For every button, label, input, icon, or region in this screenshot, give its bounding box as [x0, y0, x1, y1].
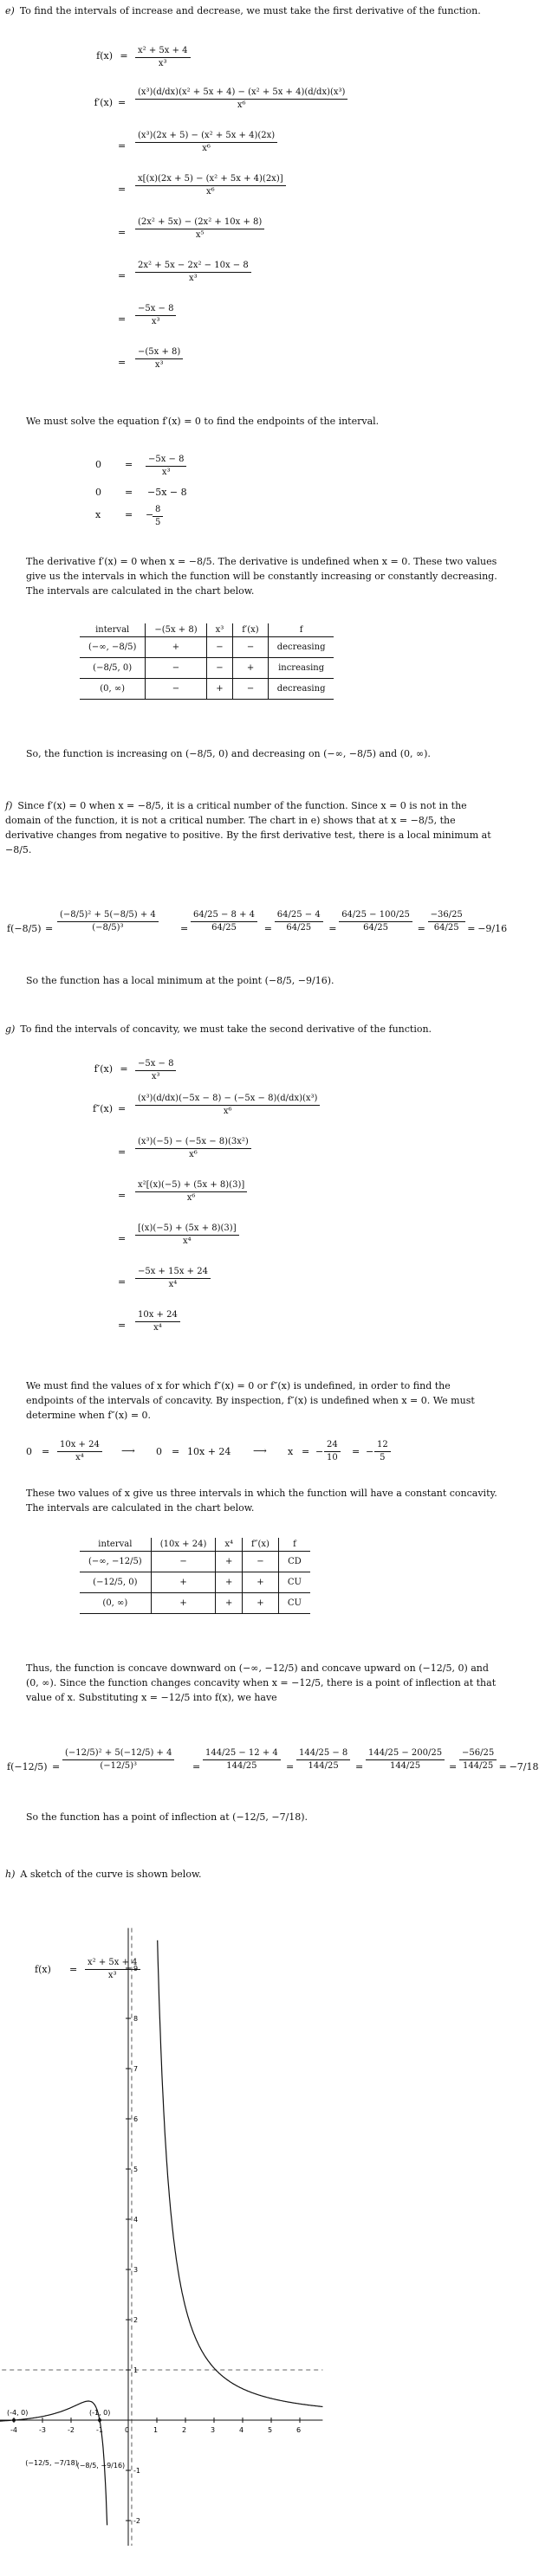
fraction-num: (2x² + 5x) − (2x² + 10x + 8): [135, 216, 264, 229]
fraction-den: x⁴: [153, 1323, 162, 1333]
eval-frac-0: [62, 1747, 174, 1772]
step-fraction: [135, 1136, 251, 1161]
fraction-den: 64/25: [286, 923, 312, 933]
eq-op: =: [118, 227, 127, 238]
point-dot: [98, 2418, 101, 2422]
fraction-den: 144/25: [308, 1761, 339, 1771]
eq-op: =: [120, 1063, 128, 1075]
point-label: (-1, 0): [89, 2409, 111, 2417]
function-sketch: [0, 1905, 507, 2572]
fraction-num: (−12/5)² + 5(−12/5) + 4: [62, 1747, 174, 1760]
fraction-num: −36/25: [428, 909, 465, 922]
part-g-conclusion: Thus, the function is concave downward on (−∞, −12/5) and concave upward on (−12/5, 0) and (0, ∞). Since the function changes concavity when x = −12/5, there is a point of inflection at that value of x. Substituting x = −12/5 into f(x), we have: [26, 1662, 497, 1703]
fraction-den: x⁶: [205, 187, 215, 197]
part-e-intro: [5, 3, 490, 18]
eq-op: =: [118, 270, 127, 281]
table-cell: increasing: [268, 658, 334, 679]
eval-fraction: [459, 1747, 497, 1772]
table-cell: +: [216, 1572, 243, 1593]
y-tick-label: 3: [133, 2266, 139, 2274]
table-cell: (0, ∞): [80, 679, 146, 700]
table-cell: +: [151, 1593, 216, 1614]
eq-op: =: [118, 1103, 127, 1114]
fraction-num: 12: [374, 1439, 391, 1452]
part-e-label: e): [5, 5, 15, 16]
step-fraction: [135, 1309, 180, 1334]
curve-right-branch: [158, 1940, 323, 2407]
step-fraction: [135, 260, 251, 285]
fraction-den: x³: [189, 274, 198, 283]
eval-fraction: [339, 909, 412, 934]
table-row: [80, 1593, 310, 1614]
eval-fraction: [296, 1747, 350, 1772]
part-h-text: [5, 1867, 490, 1882]
arrow-icon: ⟶: [253, 1445, 267, 1456]
fraction-num: −5x − 8: [135, 303, 176, 316]
table-cell: +: [216, 1593, 243, 1614]
point-label: (−8/5, −9/16): [76, 2462, 126, 2470]
x-tick-label: 4: [239, 2426, 244, 2434]
table-cell: (−∞, −8/5): [80, 637, 146, 658]
fraction-den: x³: [161, 468, 171, 477]
eq-op: =: [180, 923, 189, 934]
fraction-den: (−12/5)³: [100, 1761, 138, 1771]
table-cell: +: [243, 1593, 279, 1614]
y-tick-label: 7: [133, 2065, 139, 2073]
solve-text: We must solve the equation f′(x) = 0 to find the endpoints of the interval.: [26, 416, 380, 427]
eq-op: =: [118, 97, 127, 108]
chain-lin: 10x + 24: [187, 1446, 231, 1457]
table-cell: CD: [278, 1552, 310, 1572]
eq-op: =: [498, 1761, 507, 1772]
eq-lhs-fdoubleprime: f″(x): [93, 1103, 113, 1114]
eq-op: =: [352, 1446, 360, 1457]
table-row: [80, 1552, 310, 1572]
fraction-num: 10x + 24: [57, 1439, 102, 1452]
eq-op: =: [192, 1761, 201, 1772]
eq-op: =: [118, 140, 127, 152]
eq-op: =: [118, 1190, 127, 1201]
eval-result: −7/18: [509, 1761, 539, 1772]
fraction-den: x⁴: [75, 1453, 84, 1462]
table-row: [80, 1572, 310, 1593]
eq-op: =: [125, 509, 133, 520]
fraction-den: x³: [158, 59, 167, 68]
table-cell: −: [243, 1552, 279, 1572]
fraction-den: x⁶: [189, 1150, 198, 1159]
eq-op: =: [125, 459, 133, 470]
part-f-body: Since f′(x) = 0 when x = −8/5, it is a critical number of the function. Since x = 0 is not in the domain of the function, it is not a critical number. The chart in e) shows that at x = −8/5, the derivative changes from negative to positive. By the first derivative test, there is a local minimum at −8/5.: [5, 800, 491, 855]
step-fraction: [135, 1223, 239, 1248]
solve-rhs: −5x − 8: [147, 487, 187, 498]
table-cell: (0, ∞): [80, 1593, 151, 1614]
chain-frac-2: [324, 1439, 341, 1464]
x-tick-label: -4: [10, 2426, 17, 2434]
part-f-text: [5, 798, 495, 857]
part-g-intro-text: To find the intervals of concavity, we must take the second derivative of the function.: [20, 1023, 432, 1035]
eq-op: =: [118, 1233, 127, 1244]
step-fraction: [135, 173, 286, 198]
table-cell: −: [146, 679, 206, 700]
eq-op: =: [118, 1146, 127, 1158]
eval-fraction: [428, 909, 465, 934]
table-cell: −: [233, 637, 268, 658]
chain-frac-3: [374, 1439, 391, 1464]
table-cell: (−12/5, 0): [80, 1572, 151, 1593]
fraction-num: x[(x)(2x + 5) − (x² + 5x + 4)(2x)]: [135, 173, 286, 186]
y-tick-label: 4: [133, 2216, 139, 2224]
x-tick-label: 5: [268, 2426, 273, 2434]
x-tick-label: 6: [296, 2426, 302, 2434]
step-fraction: [135, 216, 264, 242]
x-tick-label: 0: [125, 2426, 130, 2434]
chain-x: x: [288, 1446, 294, 1457]
part-g-intro: [5, 1022, 495, 1036]
fraction-den: x⁶: [237, 100, 246, 110]
step-fraction: [135, 346, 183, 371]
table-cell: decreasing: [268, 679, 334, 700]
table-header: f′(x): [233, 623, 268, 637]
fraction-den: x³: [151, 317, 160, 326]
fraction-den: 5: [155, 518, 161, 527]
part-e-conclusion: So, the function is increasing on (−8/5, 0) and decreasing on (−∞, −8/5) and (0, ∞).: [26, 748, 431, 759]
fraction-den: x⁶: [223, 1107, 232, 1116]
fraction-num: 24: [324, 1439, 341, 1452]
part-g-label: g): [5, 1023, 16, 1035]
table-cell: +: [243, 1572, 279, 1593]
eq-op: =: [118, 1276, 127, 1288]
fraction-num: 64/25 − 4: [275, 909, 323, 922]
graph-f: f(x): [35, 1964, 51, 1975]
solve-lhs: x: [95, 509, 101, 520]
y-tick-label: 9: [133, 1965, 139, 1972]
solve-frac: [146, 454, 186, 479]
eval-fraction: [203, 1747, 281, 1772]
table-cell: −: [233, 679, 268, 700]
table-cell: CU: [278, 1572, 310, 1593]
derivative-text: The derivative f′(x) = 0 when x = −8/5. The derivative is undefined when x = 0. These two values give us the intervals in which the function will be constantly increasing or constantly decreasing. The intervals are calculated in the chart below.: [26, 556, 497, 597]
step-fraction: [135, 1093, 320, 1118]
fraction-num: (x³)(−5) − (−5x − 8)(3x²): [135, 1136, 251, 1149]
solve-lhs: 0: [95, 459, 101, 470]
fraction-num: 64/25 − 100/25: [339, 909, 412, 922]
table-row: [80, 658, 334, 679]
fraction-den: x⁴: [168, 1280, 178, 1289]
step-fraction: [135, 1266, 211, 1291]
fraction-den: x⁶: [186, 1193, 196, 1203]
y-tick-label: 8: [133, 2015, 139, 2023]
fraction-f: [135, 45, 191, 70]
y-tick-label: 1: [133, 2366, 139, 2374]
fraction-num: (−8/5)² + 5(−8/5) + 4: [57, 909, 159, 922]
eq-lhs-f: f(x): [96, 50, 113, 61]
eval-fraction: [191, 909, 257, 934]
x-tick-label: 3: [211, 2426, 216, 2434]
eval-result: −9/16: [477, 923, 508, 934]
table-cell: CU: [278, 1593, 310, 1614]
fraction-num: −5x − 8: [135, 1058, 176, 1071]
table-row: [80, 679, 334, 700]
fraction-fprime: [135, 1058, 176, 1083]
part-g-final: So the function has a point of inflection at (−12/5, −7/18).: [26, 1811, 308, 1823]
fraction-num: −5x + 15x + 24: [135, 1266, 211, 1279]
fraction-den: x³: [154, 360, 164, 370]
fraction-num: (x³)(d/dx)(−5x − 8) − (−5x − 8)(d/dx)(x³): [135, 1093, 320, 1106]
table-cell: (−∞, −12/5): [80, 1552, 151, 1572]
part-h-label: h): [5, 1869, 16, 1880]
eval-frac-0: [57, 909, 159, 934]
fraction-num: 144/25 − 200/25: [366, 1747, 445, 1760]
table-cell: +: [233, 658, 268, 679]
eq-op: =: [263, 923, 273, 934]
fraction-num: 2x² + 5x − 2x² − 10x − 8: [135, 260, 251, 273]
fraction-num: (x³)(d/dx)(x² + 5x + 4) − (x² + 5x + 4)(d/dx)(x³): [135, 87, 347, 100]
eq-op: =: [302, 1446, 310, 1457]
eq-op: =: [42, 1446, 50, 1457]
eq-op: =: [417, 923, 425, 934]
fraction-den: 64/25: [433, 923, 459, 933]
table-cell: −: [206, 658, 233, 679]
table-cell: −: [206, 637, 233, 658]
fraction-den: 144/25: [226, 1761, 257, 1771]
fraction-num: x² + 5x + 4: [135, 45, 191, 58]
eq-op: =: [467, 923, 476, 934]
table-cell: −: [146, 658, 206, 679]
fraction-den: x⁴: [182, 1236, 192, 1246]
fraction-den: (−8/5)³: [92, 923, 124, 933]
table-header: −(5x + 8): [146, 623, 206, 637]
fraction-num: 144/25 − 12 + 4: [203, 1747, 281, 1760]
eq-op: =: [125, 487, 133, 498]
eq-op: =: [69, 1964, 78, 1975]
fraction-num: 8: [153, 504, 163, 517]
x-tick-label: -2: [68, 2426, 75, 2434]
fraction-num: x²[(x)(−5) + (5x + 8)(3)]: [135, 1179, 247, 1192]
point-label: (-4, 0): [7, 2409, 29, 2417]
table-header: x³: [206, 623, 233, 637]
eq-lhs-fprime: f′(x): [94, 1063, 113, 1075]
eval-lhs: f(−8/5): [7, 923, 42, 934]
point-dot: [12, 2418, 16, 2422]
fraction-num: x² + 5x + 4: [85, 1957, 140, 1970]
x-tick-label: -1: [96, 2426, 103, 2434]
x-tick-label: 1: [153, 2426, 159, 2434]
solve-minus: −: [146, 509, 154, 520]
fraction-num: −56/25: [459, 1747, 497, 1760]
step-fraction: [135, 303, 176, 328]
step-fraction: [135, 130, 277, 155]
part-e-intro-text: To find the intervals of increase and decrease, we must take the first derivative of the function.: [19, 5, 481, 16]
values-text: We must find the values of x for which f″(x) = 0 or f″(x) is undefined, in order to find the endpoints of the intervals of concavity. By inspection, f″(x) is undefined when x = 0. We must determine when f″(x) = 0.: [26, 1380, 475, 1421]
table-header: interval: [80, 623, 146, 637]
y-tick-label: 2: [133, 2316, 139, 2324]
table-cell: (−8/5, 0): [80, 658, 146, 679]
eq-op: =: [172, 1446, 180, 1457]
eq-op: =: [118, 184, 127, 195]
fraction-num: −(5x + 8): [135, 346, 183, 359]
chain-zero: 0: [156, 1446, 162, 1457]
table-cell: +: [146, 637, 206, 658]
x-tick-label: -3: [39, 2426, 46, 2434]
eq-op: =: [286, 1761, 295, 1772]
part-h-body: A sketch of the curve is shown below.: [20, 1869, 202, 1880]
arrow-icon: ⟶: [121, 1445, 135, 1456]
interval-chart-g: [80, 1538, 310, 1614]
y-tick-label: -2: [133, 2517, 140, 2525]
chain-frac: [57, 1439, 102, 1464]
eq-op: =: [328, 923, 337, 934]
part-f-conclusion: So the function has a local minimum at the point (−8/5, −9/16).: [26, 975, 334, 986]
fraction-den: 64/25: [363, 923, 388, 933]
solve-lhs: 0: [95, 487, 101, 498]
table-row: [80, 637, 334, 658]
solve-frac: [153, 504, 163, 529]
fraction-num: 10x + 24: [135, 1309, 180, 1322]
eq-op: =: [118, 1320, 127, 1331]
eq-op: =: [118, 313, 127, 325]
interval-chart-e: [80, 623, 334, 700]
y-tick-label: 6: [133, 2115, 139, 2123]
part-f-label: f): [5, 800, 13, 811]
table-cell: +: [151, 1572, 216, 1593]
eval-fraction: [275, 909, 323, 934]
eq-op: =: [118, 357, 127, 368]
eval-lhs: f(−12/5): [7, 1761, 48, 1772]
table-cell: decreasing: [268, 637, 334, 658]
table-cell: +: [206, 679, 233, 700]
fraction-den: 5: [380, 1453, 386, 1462]
fraction-num: −5x − 8: [146, 454, 186, 467]
fraction-den: 10: [327, 1453, 338, 1462]
table-header: (10x + 24): [151, 1538, 216, 1552]
fraction-num: (x³)(2x + 5) − (x² + 5x + 4)(2x): [135, 130, 277, 143]
fraction-den: x⁵: [195, 230, 205, 240]
chain-zero: 0: [26, 1446, 32, 1457]
y-tick-label: 5: [133, 2166, 139, 2173]
fraction-den: x⁶: [202, 144, 211, 153]
intervals-text: These two values of x give us three intervals in which the function will have a constant concavity. The intervals are calculated in the chart below.: [26, 1488, 497, 1514]
fraction-num: 144/25 − 8: [296, 1747, 350, 1760]
eq-op: =: [120, 50, 128, 61]
eq-lhs-fprime: f′(x): [94, 97, 113, 108]
table-header: x⁴: [216, 1538, 243, 1552]
table-header: interval: [80, 1538, 151, 1552]
point-label: (−12/5, −7/18): [25, 2459, 78, 2468]
table-header: f: [268, 623, 334, 637]
y-tick-label: -1: [133, 2467, 140, 2475]
fraction-num: 64/25 − 8 + 4: [191, 909, 257, 922]
fraction-num: [(x)(−5) + (5x + 8)(3)]: [135, 1223, 239, 1236]
eq-op: =: [355, 1761, 364, 1772]
fraction-den: 144/25: [389, 1761, 421, 1771]
step-fraction: [135, 87, 347, 112]
x-tick-label: 2: [182, 2426, 187, 2434]
table-header: f″(x): [243, 1538, 279, 1552]
fraction-den: 64/25: [211, 923, 237, 933]
fraction-den: x³: [151, 1072, 160, 1081]
step-fraction: [135, 1179, 247, 1204]
eval-fraction: [366, 1747, 445, 1772]
table-cell: +: [216, 1552, 243, 1572]
table-cell: −: [151, 1552, 216, 1572]
table-header: f: [278, 1538, 310, 1552]
eq-op: =: [449, 1761, 458, 1772]
fraction-den: 144/25: [463, 1761, 494, 1771]
fraction-den: x³: [107, 1971, 117, 1980]
